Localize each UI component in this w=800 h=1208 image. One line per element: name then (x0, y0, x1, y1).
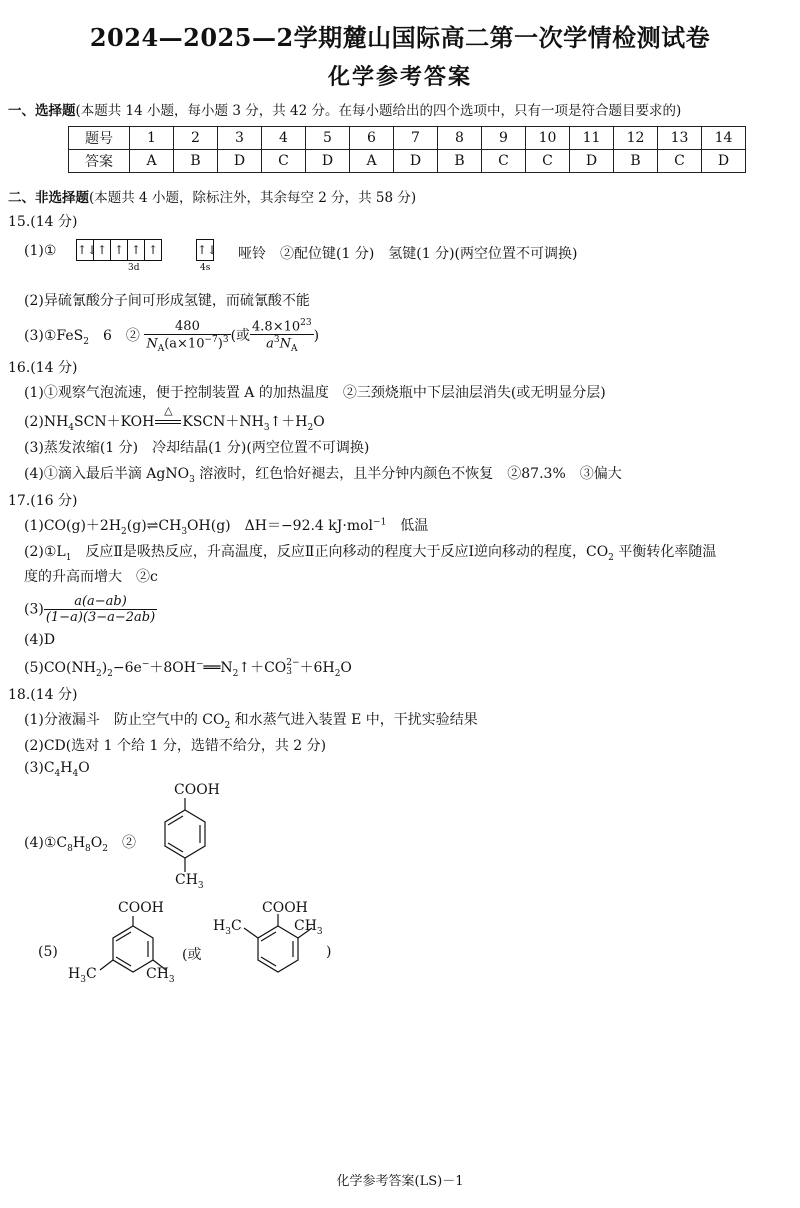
density-fraction: $\frac{480}{N_A(a\times 10^{-7})^3}$ (146, 318, 229, 354)
s3-left-methyl: $H_3C$ (213, 918, 242, 937)
exam-title: 2024—2025—2学期麓山国际高二第一次学情检测试卷 (89, 23, 711, 52)
table-cell: A (350, 150, 394, 173)
table-cell: D (570, 150, 614, 173)
table-cell: B (174, 150, 218, 173)
table-cell: 4 (262, 127, 306, 150)
q17-p2: $(2)①L_1$ 反应Ⅱ是吸热反应，升高温度，反应Ⅱ正向移动的程度大于反应Ⅰ逆向移动的程度，$CO_2$ 平衡转化率随温 (24, 544, 717, 563)
answer-table (68, 126, 746, 173)
q16-p3: (3)蒸发浓缩(1 分) 冷却结晶(1 分)(两空位置不可调换) (24, 440, 370, 456)
q17-p3: (3) $\frac{a(a-ab)}{(1-a)(3-a-2ab)}$ (24, 594, 156, 625)
orbital-label-3d: 3d (128, 263, 140, 273)
table-cell: 11 (570, 127, 614, 150)
table-row-answers (69, 150, 746, 173)
q16-p2: $(2)NH_4SCN+KOH$ △ $KSCN+NH_3↑+H_2O$ (24, 404, 325, 433)
s2-cooh-label: COOH (118, 900, 164, 916)
table-cell: C (482, 150, 526, 173)
q15-p2: (2)异硫氰酸分子间可形成氢键，而硫氰酸不能 (24, 293, 310, 309)
q18-p5-label: (5) (38, 944, 58, 960)
q17-p5: $(5)CO(NH_2)_2-6e^-+8OH^-══N_2↑+CO$ 2− 3 $+6H_2O$ (24, 658, 352, 679)
orbital-diagram-3d (76, 239, 161, 261)
s3-right-methyl: $CH_3$ (294, 918, 323, 937)
equilibrium-fraction: $\frac{a(a-ab)}{(1-a)(3-a-2ab)}$ (45, 594, 156, 625)
table-header-cell: 题号 (69, 127, 130, 150)
table-cell: D (394, 150, 438, 173)
table-row-numbers (69, 127, 746, 150)
table-cell: 2 (174, 127, 218, 150)
table-cell: 6 (350, 127, 394, 150)
q15-p3: (3)①FeS$_2$ 6 ② $\frac{480}{N_A(a\times 10^{-7})^3}$ (或 $\frac{4.8\times 10^{23}}{a^3N_A}$ ) (24, 318, 320, 355)
table-cell: D (218, 150, 262, 173)
table-cell: 5 (306, 127, 350, 150)
q15-heading: 15.(14 分) (8, 214, 78, 230)
orbital-box: ↑ (110, 239, 128, 261)
orbital-label-4s: 4s (200, 263, 211, 273)
s2-right-methyl: $CH_3$ (146, 966, 175, 985)
table-cell: C (262, 150, 306, 173)
table-cell: 8 (438, 127, 482, 150)
q17-heading: 17.(16 分) (8, 493, 78, 509)
s1-ch3-label: $CH_3$ (175, 872, 204, 891)
table-cell: A (130, 150, 174, 173)
table-cell: 12 (614, 127, 658, 150)
q17-p2-cont: 度的升高而增大 ②c (24, 569, 158, 585)
table-cell: B (438, 150, 482, 173)
orbital-box: ↑↓ (76, 239, 94, 261)
q18-p1: (1)分液漏斗 防止空气中的 $CO_2$ 和水蒸气进入装置 E 中，干扰实验结果 (24, 712, 478, 731)
s1-cooh-label: COOH (174, 782, 220, 798)
table-cell: 1 (130, 127, 174, 150)
table-cell: 10 (526, 127, 570, 150)
q15-p1-prefix: (1)① (24, 243, 57, 259)
table-cell: 7 (394, 127, 438, 150)
q16-p4: (4)①滴入最后半滴 AgNO$_3$ 溶液时，红色恰好褪去，且半分钟内颜色不恢复 ②87.3% ③偏大 (24, 466, 622, 485)
s3-cooh-label: COOH (262, 900, 308, 916)
orbital-diagram-4s (196, 239, 218, 261)
table-cell: 3 (218, 127, 262, 150)
section2-heading: 二、非选择题(本题共 4 小题，除标注外，其余每空 2 分，共 58 分) (8, 190, 417, 206)
q18-p3: $(3)C_4H_4O$ (24, 760, 90, 779)
table-cell: C (526, 150, 570, 173)
q16-heading: 16.(14 分) (8, 360, 78, 376)
q18-heading: 18.(14 分) (8, 687, 78, 703)
q15-p1-answer: 哑铃 ②配位键(1 分) 氢键(1 分)(两空位置不可调换) (238, 246, 578, 262)
q18-p2: (2)CD(选对 1 个给 1 分，选错不给分，共 2 分) (24, 738, 327, 754)
structure-4-methylbenzoic-acid (150, 798, 220, 878)
section1-heading: 一、选择题(本题共 14 小题，每小题 3 分，共 42 分。在每小题给出的四个选项中，只有一项是符合题目要求的) (8, 103, 682, 119)
answer-key-title: 化学参考答案 (327, 64, 472, 90)
q18-p5-or: (或 (182, 947, 202, 963)
table-cell: 14 (702, 127, 746, 150)
q16-p1: (1)①观察气泡流速，便于控制装置 A 的加热温度 ②三颈烧瓶中下层油层消失(或无明显分层) (24, 385, 606, 401)
q18-p5-close: ) (326, 944, 332, 960)
table-cell: D (306, 150, 350, 173)
orbital-box: ↑ (127, 239, 145, 261)
orbital-box: ↑ (93, 239, 111, 261)
q17-p1: $(1)CO(g)+2H_2(g)\rightleftharpoons CH_3OH(g)$ ΔH＝−92.4 kJ·mol$^{-1}$ 低温 (24, 517, 429, 537)
table-header-cell: 答案 (69, 150, 130, 173)
density-fraction-alt: $\frac{4.8\times 10^{23}}{a^3N_A}$ (252, 318, 312, 355)
table-cell: B (614, 150, 658, 173)
orbital-box: ↑ (144, 239, 162, 261)
table-cell: 13 (658, 127, 702, 150)
table-cell: 9 (482, 127, 526, 150)
q18-p4: $(4)①C_8H_8O_2$ ② (24, 835, 136, 854)
q17-p4: (4)D (24, 632, 56, 648)
orbital-box: ↑↓ (196, 239, 214, 261)
table-cell: D (702, 150, 746, 173)
table-cell: C (658, 150, 702, 173)
s2-left-methyl: $H_3C$ (68, 966, 97, 985)
page-footer: 化学参考答案(LS)－1 (336, 1174, 464, 1189)
